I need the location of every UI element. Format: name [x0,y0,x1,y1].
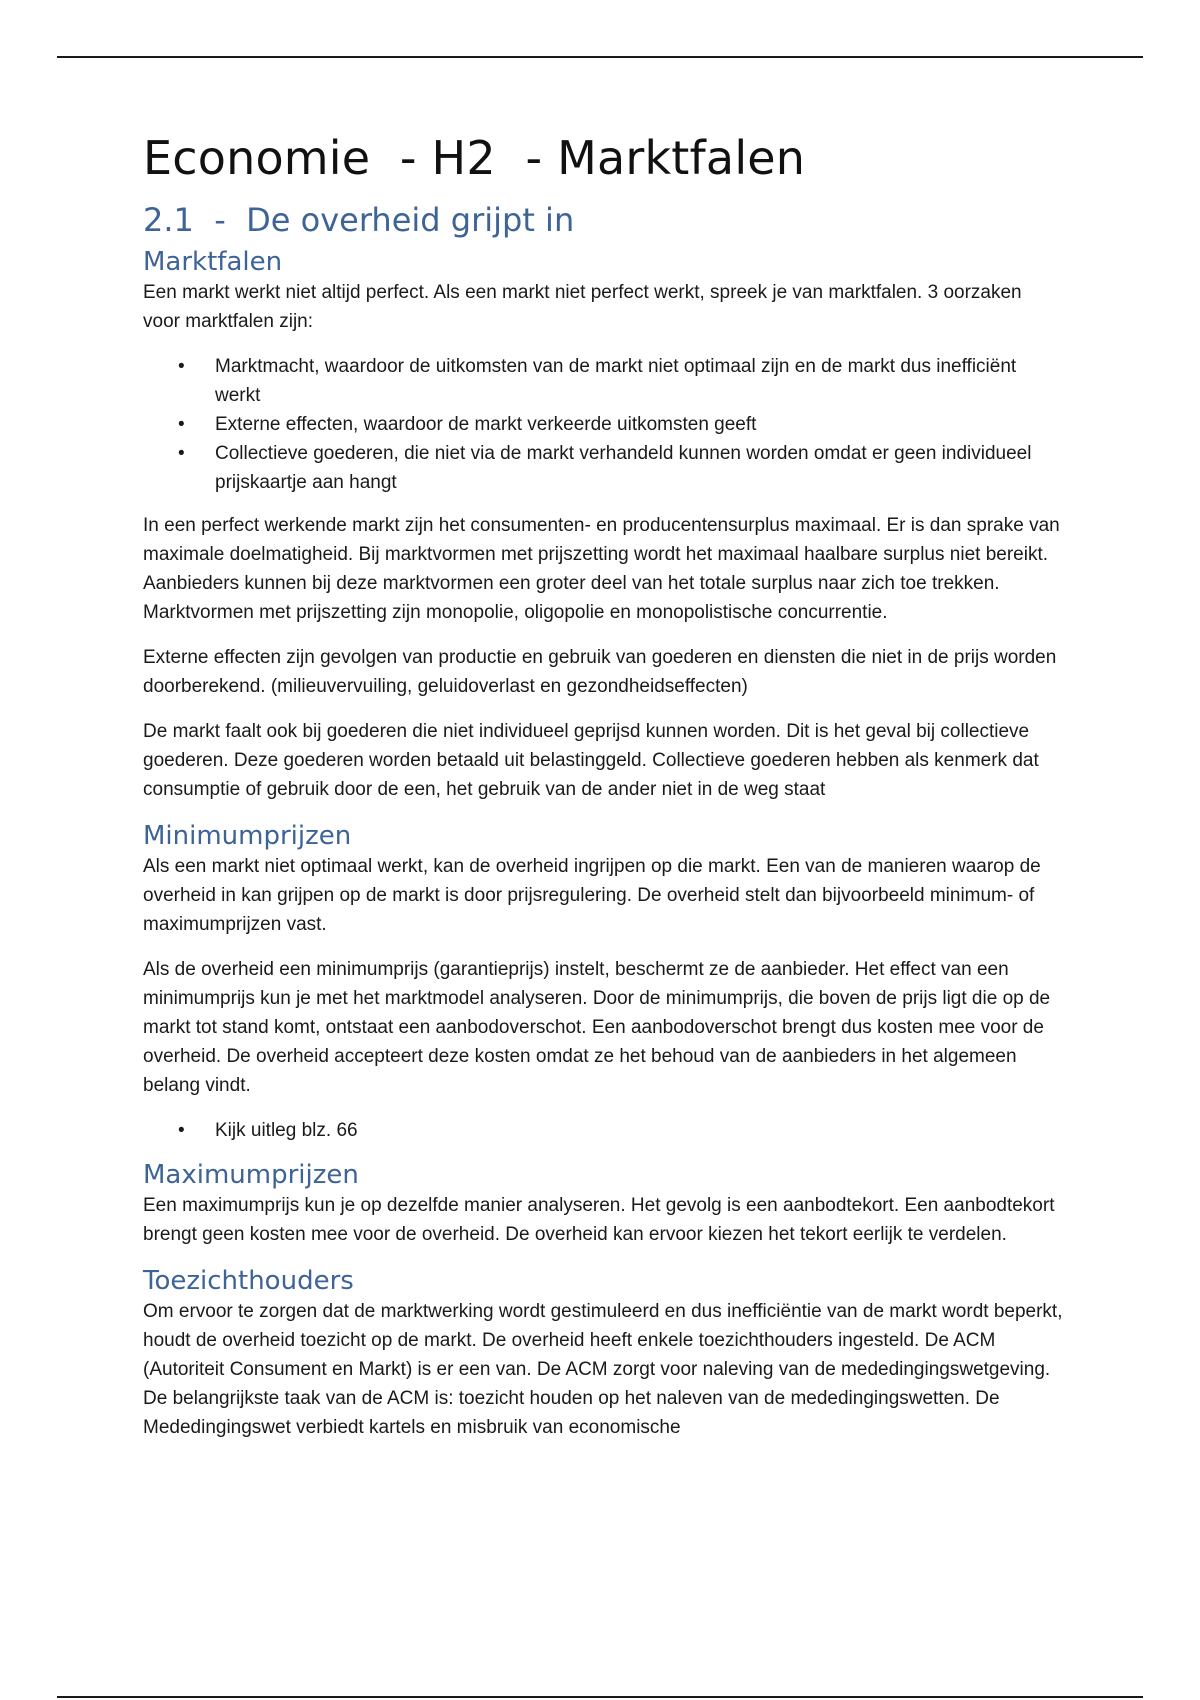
list-item: • Collectieve goederen, die niet via de markt verhandeld kunnen worden omdat er geen individueel prijskaartje aan hangt [215,439,1063,497]
paragraph: Als een markt niet optimaal werkt, kan de overheid ingrijpen op die markt. Een van de manieren waarop de overheid in kan grijpen op de markt is door prijsregulering. De overheid stelt dan bijvoorbeeld minimum- of maximumprijzen vast. [143,856,1041,935]
paragraph: In een perfect werkende markt zijn het consumenten- en producentensurplus maximaal. Er is dan sprake van maximale doelmatigheid. Bij marktvormen met prijszetting wordt het maximaal haalbare surplus niet bereikt. Aanbieders kunnen bij deze marktvormen een groter deel van het totale surplus naar zich toe trekken. Marktvormen met prijszetting zijn monopolie, oligopolie en monopolistische concurrentie. [143,515,1060,623]
subheading-maximumprijzen: Maximumprijzen [143,1160,359,1190]
paragraph: Externe effecten zijn gevolgen van productie en gebruik van goederen en diensten die niet in de prijs worden doorberekend. (milieuvervuiling, geluidoverlast en gezondheidseffecten) [143,647,1057,697]
paragraph: Een maximumprijs kun je op dezelfde manier analyseren. Het gevolg is een aanbodtekort. Een aanbodtekort brengt geen kosten mee voor de overheid. De overheid kan ervoor kiezen het tekort eerlijk te verdelen. [143,1195,1055,1245]
list-item: • Marktmacht, waardoor de uitkomsten van de markt niet optimaal zijn en de markt dus inefficiënt werkt [215,352,1063,410]
paragraph: Om ervoor te zorgen dat de marktwerking wordt gestimuleerd en dus inefficiëntie van de markt wordt beperkt, houdt de overheid toezicht op de markt. De overheid heeft enkele toezichthouders ingesteld. De ACM (Autoriteit Consument en Markt) is er een van. De ACM zorgt voor naleving van de mededingingswetgeving. De belangrijkste taak van de ACM is: toezicht houden op het naleven van de mededingingswetten. De Mededingingswet verbiedt kartels en misbruik van economische [143,1301,1063,1438]
subheading-marktfalen: Marktfalen [143,247,283,277]
bullet-list [143,1116,1063,1145]
paragraph: Een markt werkt niet altijd perfect. Als een markt niet perfect werkt, spreek je van marktfalen. 3 oorzaken voor marktfalen zijn: [143,282,1022,332]
paragraph: De markt faalt ook bij goederen die niet individueel geprijsd kunnen worden. Dit is het geval bij collectieve goederen. Deze goederen worden betaald uit belastinggeld. Collectieve goederen hebben als kenmerk dat consumptie of gebruik door de een, het gebruik van de ander niet in de weg staat [143,721,1039,800]
list-item: • Externe effecten, waardoor de markt verkeerde uitkomsten geeft [215,410,1063,439]
bullet-list [143,352,1063,497]
paragraph: Als de overheid een minimumprijs (garantieprijs) instelt, beschermt ze de aanbieder. Het effect van een minimumprijs kun je met het marktmodel analyseren. Door de minimumprijs, die boven de prijs ligt die op de markt tot stand komt, ontstaat een aanbodoverschot. Een aanbodoverschot brengt dus kosten mee voor de overheid. De overheid accepteert deze kosten omdat ze het behoud van de aanbieders in het algemeen belang vindt. [143,959,1051,1096]
document-title: Economie - H2 - Marktfalen [143,131,806,185]
section-heading: 2.1 - De overheid grijpt in [143,201,575,239]
document-page [143,130,1063,1458]
list-item: • Kijk uitleg blz. 66 [215,1116,1063,1145]
header-rule [57,56,1143,58]
footer-rule [57,1696,1143,1698]
subheading-minimumprijzen: Minimumprijzen [143,821,352,851]
subheading-toezichthouders: Toezichthouders [143,1266,354,1296]
